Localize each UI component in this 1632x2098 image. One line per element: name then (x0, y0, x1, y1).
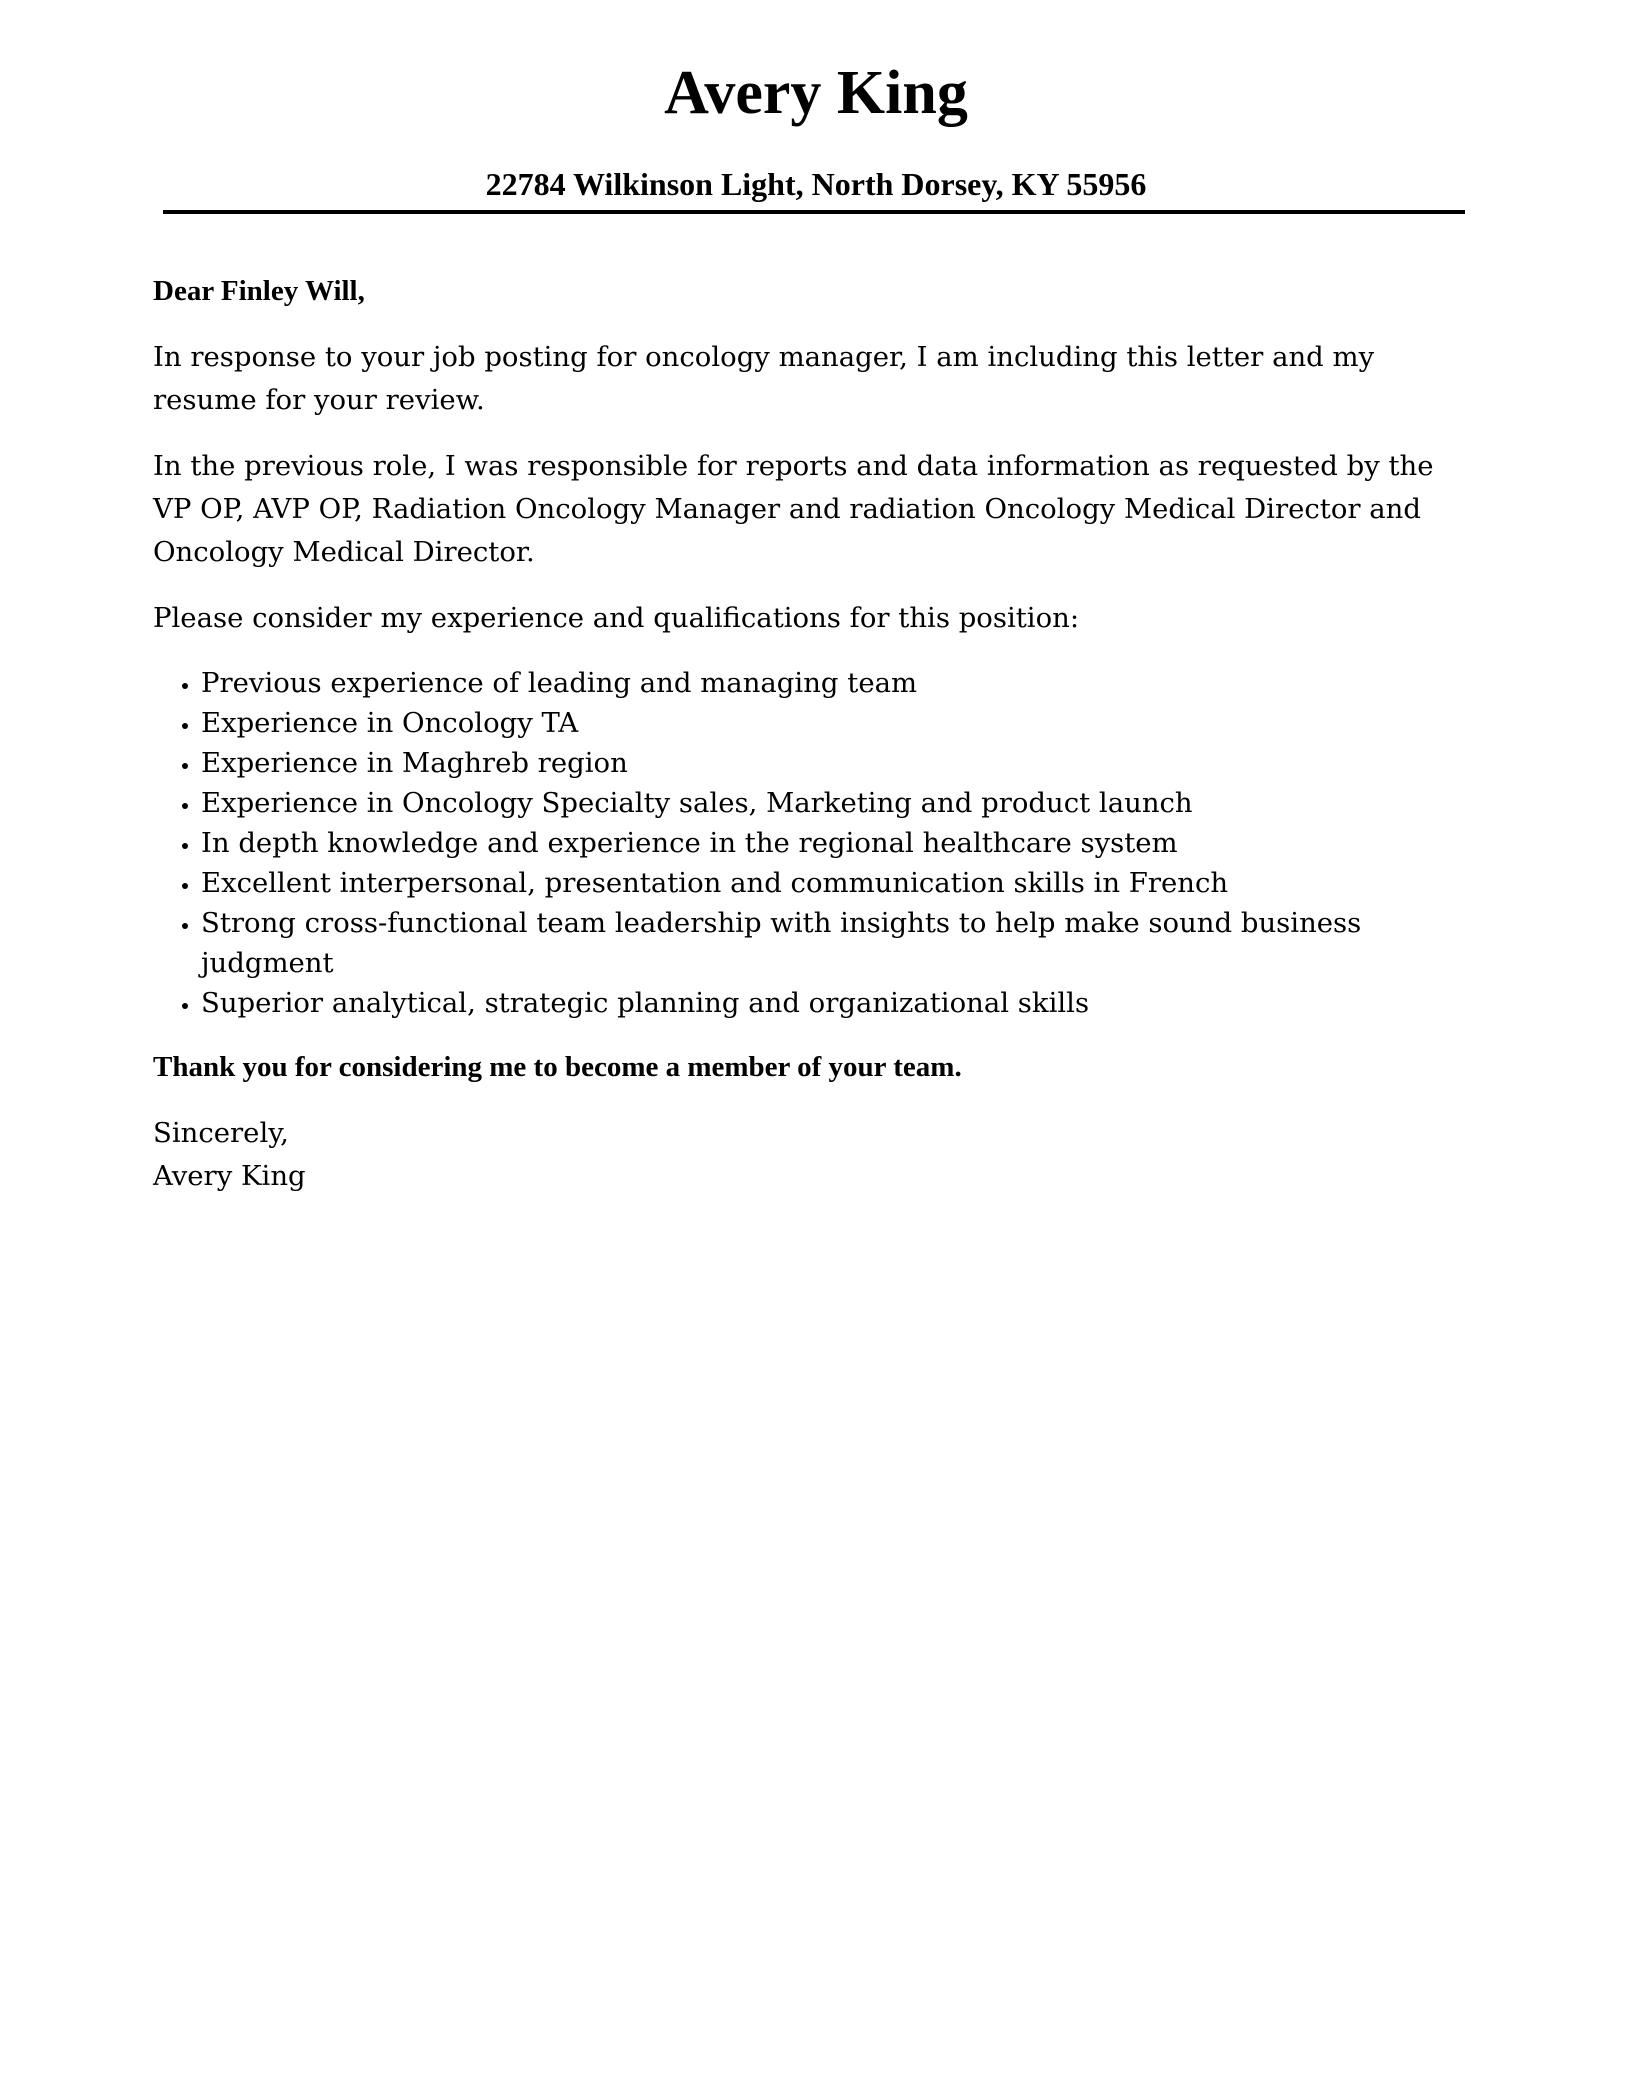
applicant-address: 22784 Wilkinson Light, North Dorsey, KY 55956 (485, 166, 1147, 202)
letter-body (153, 270, 1473, 1198)
experience-paragraph: In the previous role, I was responsible for reports and data information as requested by the VP OP, AVP OP, Radiation Oncology Manager and radiation Oncology Medical Director and Oncology Medical Director. (153, 450, 1434, 568)
list-item: • Strong cross-functional team leadership with insights to help make sound business judgment (201, 903, 1473, 983)
valediction: Sincerely, (153, 1117, 289, 1149)
list-item: • In depth knowledge and experience in the regional healthcare system (201, 823, 1473, 863)
header-divider (163, 210, 1465, 214)
salutation: Dear Finley Will, (153, 275, 365, 307)
closing-statement: Thank you for considering me to become a member of your team. (153, 1051, 962, 1083)
signature: Avery King (153, 1160, 306, 1192)
intro-paragraph: In response to your job posting for oncology manager, I am including this letter and my resume for your review. (153, 341, 1375, 416)
list-item: • Superior analytical, strategic planning and organizational skills (201, 983, 1473, 1023)
list-item: • Experience in Oncology TA (201, 703, 1473, 743)
list-item: • Experience in Oncology Specialty sales, Marketing and product launch (201, 783, 1473, 823)
list-item: • Previous experience of leading and managing team (201, 663, 1473, 703)
list-item: • Experience in Maghreb region (201, 743, 1473, 783)
qualifications-intro: Please consider my experience and qualifications for this position: (153, 602, 1080, 634)
qualifications-list (153, 663, 1473, 1023)
list-item: • Excellent interpersonal, presentation and communication skills in French (201, 863, 1473, 903)
applicant-name: Avery King (664, 59, 968, 127)
